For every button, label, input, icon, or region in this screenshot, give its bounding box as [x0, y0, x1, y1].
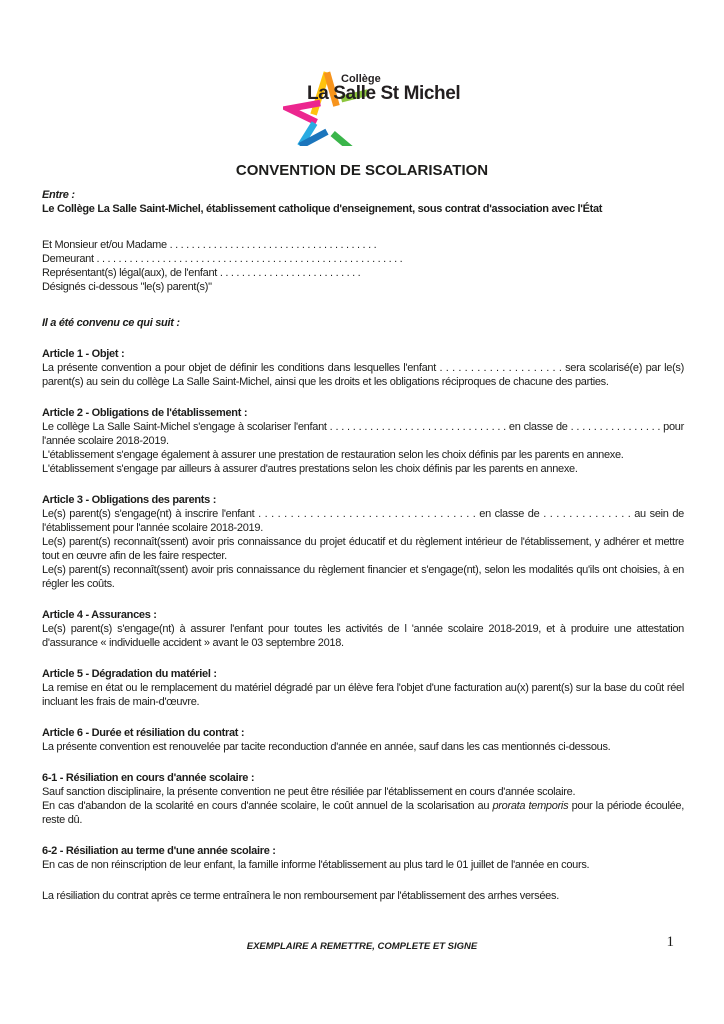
- article: [42, 771, 684, 827]
- article-paragraph: La remise en état ou le remplacement du matériel dégradé par un élève fera l'objet d'une facturation au(x) parent(s) sur la base du coût réel incluant les frais de main-d'œuvre.: [42, 682, 684, 708]
- article-paragraph: Sauf sanction disciplinaire, la présente convention ne peut être résiliée par l'établissement en cours d'année scolaire.: [42, 786, 576, 798]
- logo-text: [307, 72, 467, 104]
- logo-college-label: Collège: [341, 73, 381, 85]
- agreement-line: Il a été convenu ce qui suit :: [42, 317, 180, 329]
- party-lines: [42, 238, 684, 294]
- article-heading: Article 1 - Objet :: [42, 348, 125, 360]
- article: [42, 844, 684, 872]
- article: [42, 889, 684, 903]
- article-paragraph: La résiliation du contrat après ce terme entraînera le non remboursement par l'établissement des arrhes versées.: [42, 890, 559, 902]
- page-number: 1: [666, 934, 674, 950]
- article-heading: Article 4 - Assurances :: [42, 609, 157, 621]
- party-line: Désignés ci-dessous "le(s) parent(s)": [42, 281, 212, 293]
- articles: [42, 347, 684, 903]
- article: [42, 608, 684, 650]
- article-paragraph: Le(s) parent(s) reconnaît(ssent) avoir pris connaissance du projet éducatif et du règlement intérieur de l'établissement, y adhérer et mettre tout en œuvre afin de les faire respecter.: [42, 536, 684, 562]
- article-heading: Article 3 - Obligations des parents :: [42, 494, 217, 506]
- article-paragraph: Le collège La Salle Saint-Michel s'engage à scolariser l'enfant . . . . . . . . . . . . . . . . . . . . . . . . . . . . . . . en classe de . . . . . . . . . . . . . . . . pour l'année scolaire 2018-2019.: [42, 421, 684, 447]
- page-footer: [0, 934, 724, 954]
- article-heading: Article 5 - Dégradation du matériel :: [42, 668, 217, 680]
- footer-notice: EXEMPLAIRE A REMETTRE, COMPLETE ET SIGNE: [246, 941, 478, 952]
- article-paragraph: Le(s) parent(s) s'engage(nt) à inscrire l'enfant . . . . . . . . . . . . . . . . . . . . . . . . . . . . . . . . . . en classe de . . . . . . . . . . . . . . au sein de l'établissement pour l'année scolaire 2018-2019.: [42, 508, 684, 534]
- article: [42, 726, 684, 754]
- document-body: [42, 188, 684, 903]
- article: [42, 406, 684, 476]
- page-title: CONVENTION DE SCOLARISATION: [235, 162, 489, 179]
- school-logo: [283, 60, 469, 146]
- article-paragraph: Le(s) parent(s) s'engage(nt) à assurer l'enfant pour toutes les activités de l 'année scolaire 2018-2019, et à produire une attestation d'assurance « individuelle accident » avant le 03 septembre 2018.: [42, 623, 684, 649]
- party-line: Et Monsieur et/ou Madame . . . . . . . . . . . . . . . . . . . . . . . . . . . . . . . . . . . . . .: [42, 239, 377, 251]
- article-paragraph: En cas d'abandon de la scolarité en cours d'année scolaire, le coût annuel de la scolarisation au prorata temporis pour la période écoulée, reste dû.: [42, 800, 684, 826]
- article-paragraph: La présente convention est renouvelée par tacite reconduction d'année en année, sauf dans les cas mentionnés ci-dessous.: [42, 741, 611, 753]
- article-heading: 6-1 - Résiliation en cours d'année scolaire :: [42, 772, 255, 784]
- logo-school-name: La Salle St Michel: [307, 83, 461, 104]
- party-line: Représentant(s) légal(aux), de l'enfant . . . . . . . . . . . . . . . . . . . . . . . . . .: [42, 267, 361, 279]
- article: [42, 347, 684, 389]
- entre-label: Entre :: [42, 189, 75, 201]
- star-stroke-green-dark: [333, 134, 351, 146]
- article: [42, 667, 684, 709]
- article: [42, 493, 684, 591]
- article-paragraph: L'établissement s'engage par ailleurs à assurer d'autres prestations selon les choix définis par les parents en annexe.: [42, 463, 578, 475]
- article-paragraph: Le(s) parent(s) reconnaît(ssent) avoir pris connaissance du règlement financier et s'engage(nt), selon les modalités qu'ils ont choisies, à en régler les coûts.: [42, 564, 684, 590]
- article-paragraph: En cas de non réinscription de leur enfant, la famille informe l'établissement au plus tard le 01 juillet de l'année en cours.: [42, 859, 590, 871]
- article-heading: 6-2 - Résiliation au terme d'une année scolaire :: [42, 845, 276, 857]
- article-paragraph: La présente convention a pour objet de définir les conditions dans lesquelles l'enfant . . . . . . . . . . . . . . . . . . . . sera scolarisé(e) par le(s) parent(s) au sein du collège La Salle Saint-Michel, ainsi que les droits et les obligations réciproques de chacune des parties.: [42, 362, 684, 388]
- article-heading: Article 6 - Durée et résiliation du contrat :: [42, 727, 245, 739]
- article-paragraph: L'établissement s'engage également à assurer une prestation de restauration selon les choix définis par les parents en annexe.: [42, 449, 624, 461]
- article-heading: Article 2 - Obligations de l'établissement :: [42, 407, 248, 419]
- party-line: Demeurant . . . . . . . . . . . . . . . . . . . . . . . . . . . . . . . . . . . . . . . . . . . . . . . . . . . . . . . .: [42, 253, 403, 265]
- establishment-line: Le Collège La Salle Saint-Michel, établissement catholique d'enseignement, sous contrat d'association avec l'État: [42, 203, 603, 215]
